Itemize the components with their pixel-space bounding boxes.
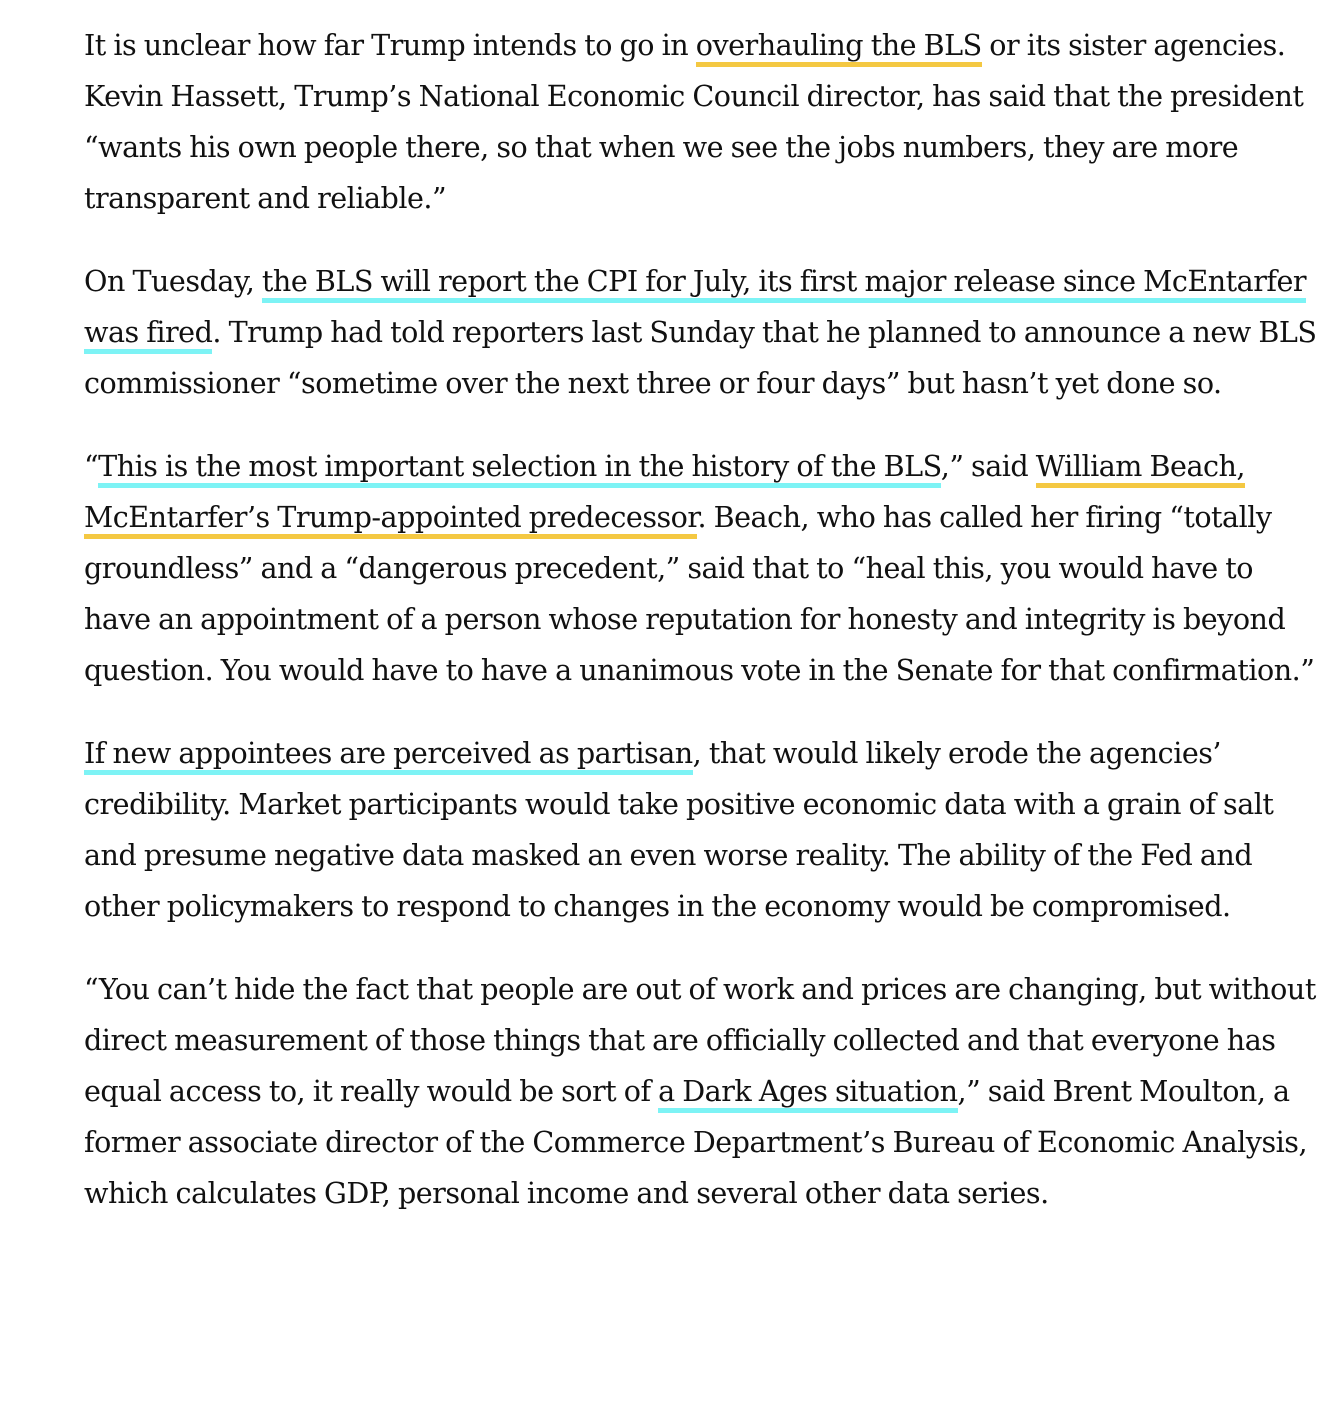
body-text: ,” said Brent Moulton, a former associate director of the Commerce Department’s Bureau of Economic Analysis, which calculates GDP, personal income and several other data series.	[84, 1074, 1308, 1210]
body-text: It is unclear how far Trump intends to go in	[84, 28, 696, 62]
body-text: ,” said	[940, 449, 1036, 483]
article-paragraph	[84, 256, 1324, 409]
body-text: or its sister agencies. Kevin Hassett, Trump’s National Economic Council director, has said that the president “wants his own people there, so that when we see the jobs numbers, they are more transparent and reliable.”	[84, 28, 1304, 215]
body-text: . Trump had told reporters last Sunday that he planned to announce a new BLS commissioner “sometime over the next three or four days” but hasn’t yet done so.	[84, 315, 1317, 400]
body-text: “You can’t hide the fact that people are out of work and prices are changing, but without direct measurement of those things that are officially collected and that everyone has equal access to, it really would be sort of	[84, 972, 1316, 1108]
article-paragraph	[84, 441, 1324, 696]
highlighted-passage[interactable]: overhauling the BLS	[696, 28, 982, 67]
article-paragraph	[84, 20, 1324, 224]
body-text: , that would likely erode the agencies’ credibility. Market participants would take positive economic data with a grain of salt and presume negative data masked an even worse reality. The ability of the Fed and other policymakers to respond to changes in the economy would be compromised.	[84, 736, 1274, 923]
highlighted-passage[interactable]: This is the most important selection in the history of the BLS	[98, 449, 941, 488]
highlighted-passage[interactable]: a Dark Ages situation	[658, 1074, 957, 1113]
article-body	[84, 20, 1324, 1251]
highlighted-passage[interactable]: If new appointees are perceived as partisan	[84, 736, 693, 775]
body-text: . Beach, who has called her firing “totally groundless” and a “dangerous precedent,” said that to “heal this, you would have to have an appointment of a person whose reputation for honesty and integrity is beyond question. You would have to have a unanimous vote in the Senate for that confirmation.”	[84, 500, 1315, 687]
article-paragraph	[84, 728, 1324, 932]
body-text: “	[84, 449, 99, 483]
highlighted-passage[interactable]: the BLS will report the CPI for July, its first major release since McEntarfer was fired	[84, 264, 1306, 354]
highlighted-passage[interactable]: William Beach, McEntarfer’s Trump-appointed predecessor	[84, 449, 1245, 539]
body-text: On Tuesday,	[84, 264, 262, 298]
article-paragraph	[84, 964, 1324, 1219]
